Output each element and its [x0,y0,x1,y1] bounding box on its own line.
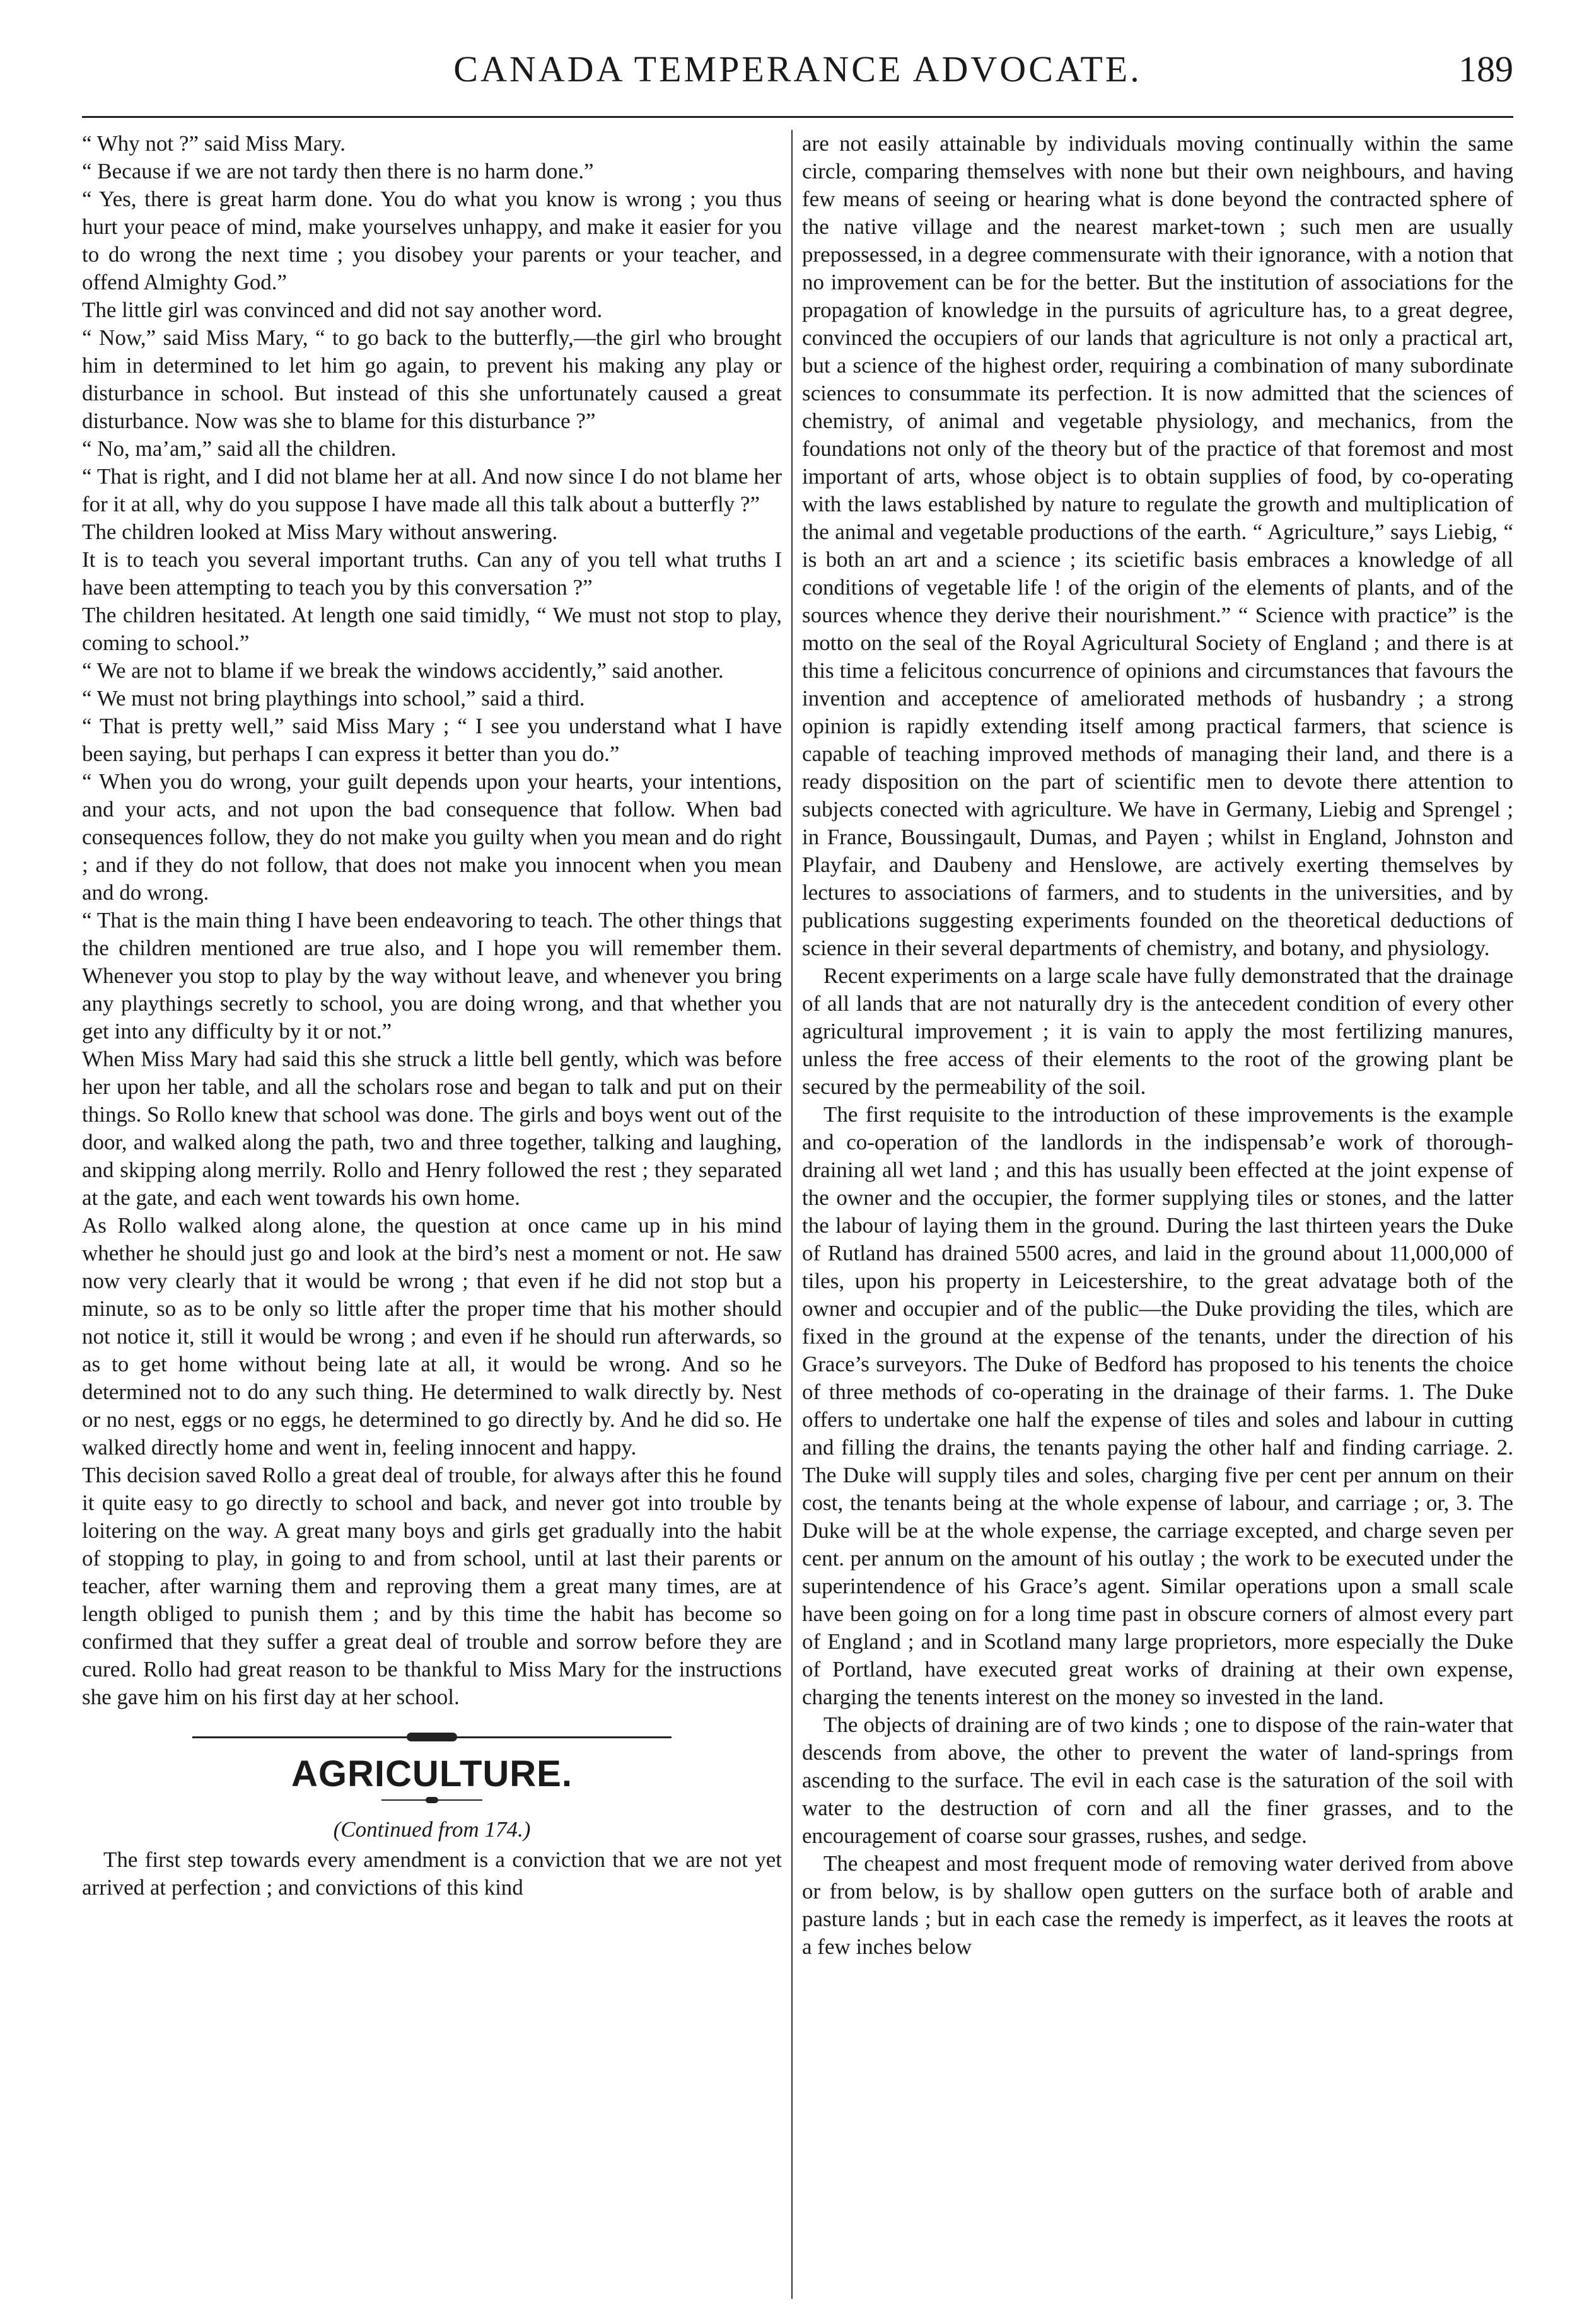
agriculture-paragraph: The objects of draining are of two kinds ; one to dispose of the rain-water that descends from above, the other to prevent the water of land-springs from ascending to the surface. The evil in each case is the saturation of the soil with water to the destruction of corn and all the finer grasses, and to the encouragement of coarse sour grasses, rushes, and sedge. [802,1712,1513,1848]
column-rule [791,130,793,2299]
story-paragraph: It is to teach you several important truths. Can any of you tell what truths I have been attempting to teach you by this conversation ?” [82,547,782,600]
story-paragraph: “ No, ma’am,” said all the children. [82,436,397,461]
agriculture-paragraph: Recent experiments on a large scale have fully demonstrated that the drainage of all lands that are not naturally dry is the antecedent condition of every other agricultural improvement ; it is vain to apply the most fertilizing manures, unless the free access of their elements to the root of the growing plant be secured by the permeability of the soil. [802,963,1513,1099]
agriculture-paragraph: are not easily attainable by individuals moving continually within the same circle, comparing themselves with none but their own neighbours, and having few means of seeing or hearing what is done beyond the contracted sphere of the native village and the nearest market-town ; such men are usually prepossessed, in a degree commensurate with their ignorance, with a notion that no improvement can be for the better. But the institution of associations for the propagation of knowledge in the pursuits of agriculture has, to a great degree, convinced the occupiers of our lands that agriculture is not only a practical art, but a science of the highest order, requiring a combination of many subordinate sciences to consummate its perfection. It is now admitted that the sciences of chemistry, of animal and vegetable physiology, and mechanics, from the foundations not only of the theory but of the practice of that foremost and most important of arts, whose object is to obtain supplies of food, by co-operating with the laws established by nature to regulate the growth and multiplication of the animal and vegetable productions of the earth. “ Agriculture,” says Liebig, “ is both an art and a science ; its scietific basis embraces a knowledge of all conditions of vegetable life ! of the origin of the elements of plants, and of the sources whence they derive their nourishment.” “ Science with practice” is the motto on the seal of the Royal Agricultural Society of England ; and there is at this time a felicitous concurrence of opinions and circumstances that favours the invention and acceptence of ameliorated methods of husbandry ; a strong opinion is rapidly extending itself among practical farmers, that science is capable of teaching improved methods of managing their land, and there is a ready disposition on the part of scientific men to devote there attention to subjects conected with agriculture. We have in Germany, Liebig and Sprengel ; in France, Boussingault, Dumas, and Payen ; whilst in England, Johnston and Playfair, and Daubeny and Henslowe, are actively exerting themselves by lectures to associations of farmers, and to students in the universities, and by publications suggesting experiments founded on the theoretical deductions of science in their several departments of chemistry, and botany, and physiology. [802,131,1513,960]
story-paragraph: The little girl was convinced and did not say another word. [82,298,603,322]
story-paragraph: “ We are not to blame if we break the windows accidently,” said another. [82,658,724,683]
page-header [82,48,1513,111]
story-paragraph: “ Now,” said Miss Mary, “ to go back to the butterfly,—the girl who brought him in determined to let him go again, to prevent his making any play or disturbance in school. But instead of this she unfortunately caused a great disturbance. Now was she to blame for this disturbance ?” [82,325,782,433]
agriculture-paragraph: The first requisite to the introduction of these improvements is the example and co-operation of the landlords in the indispensab’e work of thorough-draining all wet land ; and this has usually been effected at the joint expense of the owner and the occupier, the former supplying tiles or stones, and the latter the labour of laying them in the ground. During the last thirteen years the Duke of Rutland has drained 5500 acres, and laid in the ground about 11,000,000 of tiles, upon his property in Leicestershire, to the great advatage both of the owner and occupier and of the public—the Duke providing the tiles, which are fixed in the ground at the expense of the tenants, under the direction of his Grace’s surveyors. The Duke of Bedford has proposed to his tenents the choice of three methods of co-operating in the drainage of their farms. 1. The Duke offers to undertake one half the expense of tiles and soles and labour in cutting and filling the drains, the tenants paying the other half and finding carriage. 2. The Duke will supply tiles and soles, charging five per cent per annum on their cost, the tenants being at the whole expense of labour, and carriage ; or, 3. The Duke will be at the whole expense, the carriage excepted, and charge seven per cent. per annum on the amount of his outlay ; the work to be executed under the superintendence of his Grace’s agent. Similar operations upon a small scale have been going on for a long time past in obscure corners of almost every part of England ; and in Scotland many large proprietors, more especially the Duke of Portland, have executed great works of draining at their own expense, charging the tenents interest on the money so invested in the land. [802,1102,1513,1709]
page-number: 189 [1458,49,1513,90]
story-paragraph: “ Yes, there is great harm done. You do what you know is wrong ; you thus hurt your peace of mind, make yourselves unhappy, and make it easier for you to do wrong the next time ; you disobey your parents or your teacher, and offend Almighty God.” [82,187,782,294]
right-column [802,130,1513,2299]
story-paragraph: When Miss Mary had said this she struck a little bell gently, which was before her upon her table, and all the scholars rose and began to talk and put on their things. So Rollo knew that school was done. The girls and boys went out of the door, and walked along the path, two and three together, talking and laughing, and skipping along merrily. Rollo and Henry followed the rest ; they separated at the gate, and each went towards his own home. [82,1047,782,1210]
story-paragraph: As Rollo walked along alone, the question at once came up in his mind whether he should just go and look at the bird’s nest a moment or not. He saw now very clearly that it would be wrong ; that even if he did not stop but a minute, so as to be only so little after the proper time that his mother should not notice it, still it would be wrong ; and even if he should run afterwards, so as to get home without being late at all, it would be wrong. And so he determined not to do any such thing. He determined to walk directly by. Nest or no nest, eggs or no eggs, he determined to go directly by. And he did so. He walked directly home and went in, feeling innocent and happy. [82,1213,782,1460]
continued-note: (Continued from 174.) [333,1817,531,1842]
story-paragraph: This decision saved Rollo a great deal of trouble, for always after this he found it quite easy to go directly to school and back, and never got into trouble by loitering on the way. A great many boys and girls get gradually into the habit of stopping to play, in going to and from school, until at last their parents or teacher, after warning them and reproving them a great many times, are at length obliged to punish them ; and by this time the habit has become so confirmed that they suffer a great deal of trouble and sorrow before they are cured. Rollo had great reason to be thankful to Miss Mary for the instructions she gave him on his first day at her school. [82,1463,782,1709]
story-paragraph: “ That is pretty well,” said Miss Mary ; “ I see you understand what I have been saying, but perhaps I can express it better than you do.” [82,714,782,766]
story-paragraph: The children hesitated. At length one said timidly, “ We must not stop to play, coming to school.” [82,603,782,655]
story-paragraph: “ We must not bring playthings into school,” said a third. [82,686,585,711]
header-rule [82,116,1513,118]
heading-ornament [381,1797,482,1803]
story-paragraph: “ When you do wrong, your guilt depends upon your hearts, your intentions, and your acts, and not upon the bad consequence that follow. When bad consequences follow, they do not make you guilty when you mean and do right ; and if they do not follow, that does not make you innocent when you mean and do wrong. [82,769,782,905]
story-paragraph: The children looked at Miss Mary without answering. [82,520,558,544]
section-heading-agriculture: AGRICULTURE. [291,1753,573,1794]
left-column [82,130,782,2299]
story-paragraph: “ That is right, and I did not blame her at all. And now since I do not blame her for it at all, why do you suppose I have made all this talk about a butterfly ?” [82,464,782,516]
section-divider-ornament [192,1733,672,1741]
agriculture-paragraph: The cheapest and most frequent mode of removing water derived from above or from below, is by shallow open gutters on the surface both of arable and pasture lands ; but in each case the remedy is imperfect, as it leaves the roots at a few inches below [802,1851,1513,1959]
story-paragraph: “ Because if we are not tardy then there is no harm done.” [82,159,594,183]
agriculture-paragraph: The first step towards every amendment is a conviction that we are not yet arrived at perfection ; and convictions of this kind [82,1847,782,1900]
story-paragraph: “ That is the main thing I have been endeavoring to teach. The other things that the children mentioned are true also, and I hope you will remember them. Whenever you stop to play by the way without leave, and whenever you bring any playthings secretly to school, you are doing wrong, and that whether you get into any difficulty by it or not.” [82,908,782,1043]
running-title: CANADA TEMPERANCE ADVOCATE. [453,49,1142,90]
story-paragraph: “ Why not ?” said Miss Mary. [82,131,346,156]
